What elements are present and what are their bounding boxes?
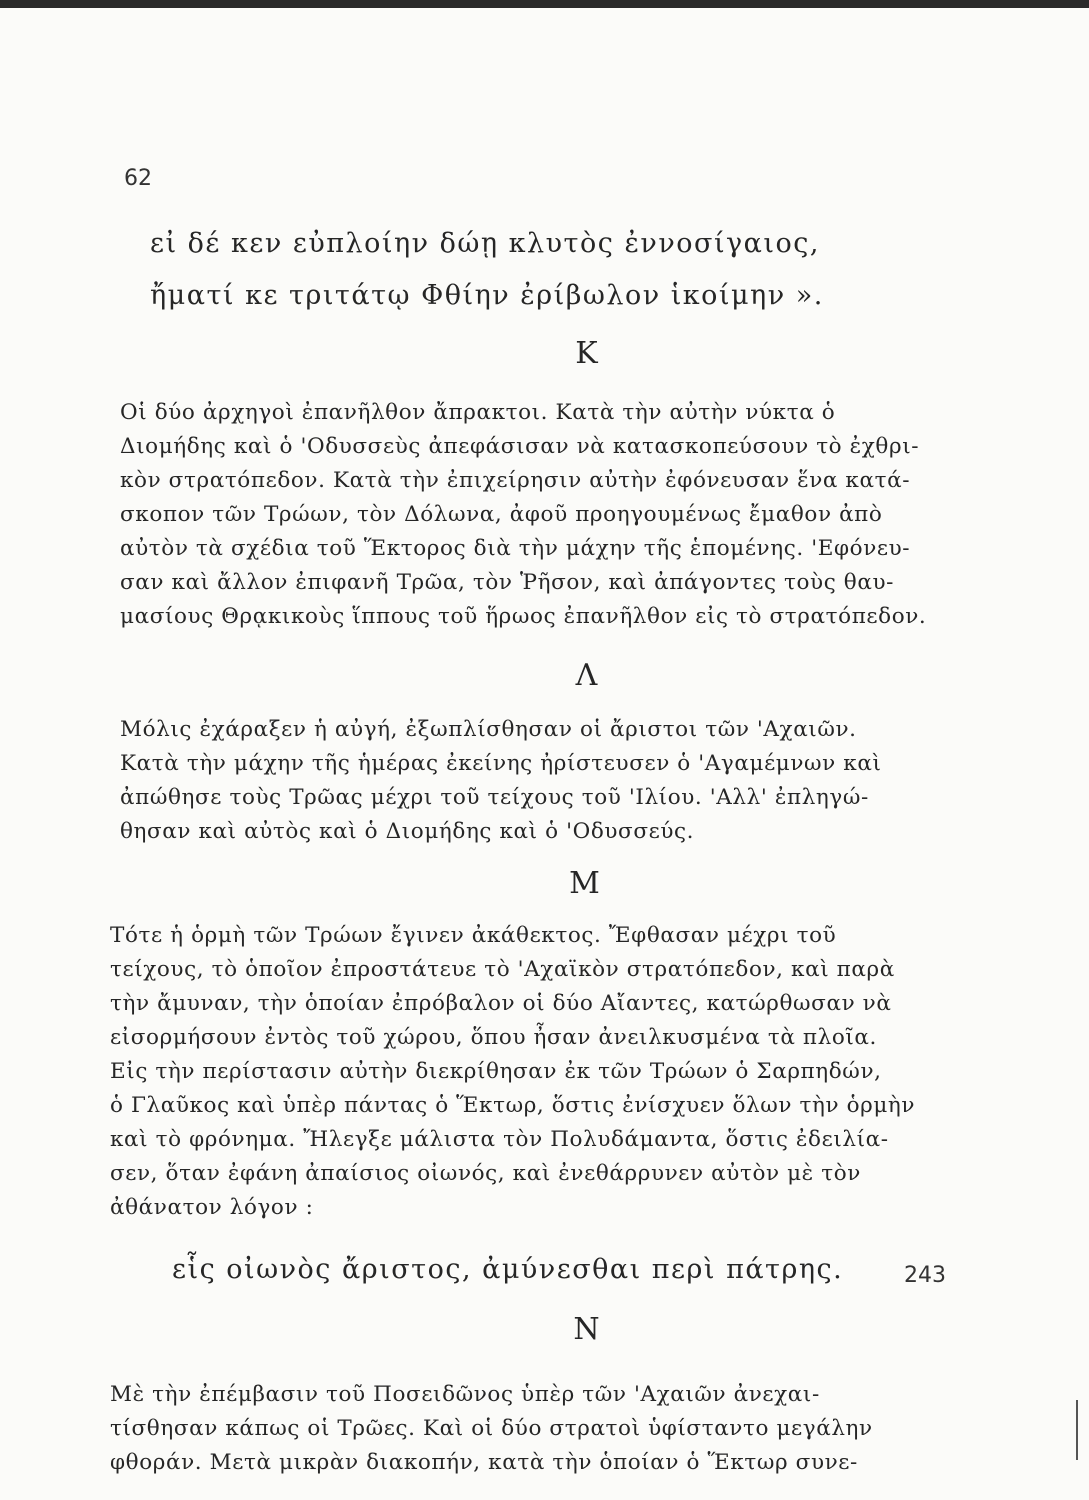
paragraph-nu: [110, 1378, 873, 1480]
text-line: Μὲ τὴν ἐπέμβασιν τοῦ Ποσειδῶνος ὑπὲρ τῶν 'Αχαιῶν ἀνεχαι-: [110, 1382, 820, 1407]
verse-line-2: ἤματί κε τριτάτῳ Φθίην ἐρίβωλον ἱκοίμην ».: [150, 280, 824, 311]
text-line: Εἰς τὴν περίστασιν αὐτὴν διεκρίθησαν ἐκ τῶν Τρώων ὁ Σαρπηδών,: [110, 1059, 882, 1084]
text-line: τίσθησαν κάπως οἱ Τρῶες. Καὶ οἱ δύο στρατοὶ ὑφίσταντο μεγάλην: [110, 1416, 873, 1441]
text-line: Τότε ἡ ὁρμὴ τῶν Τρώων ἔγινεν ἀκάθεκτος. Ἔφθασαν μέχρι τοῦ: [110, 923, 837, 948]
section-heading-nu: Ν: [573, 1312, 600, 1347]
verse-line-number: 243: [904, 1263, 946, 1288]
text-line: τὴν ἄμυναν, τὴν ὁποίαν ἐπρόβαλον οἱ δύο Αἴαντες, κατώρθωσαν νὰ: [110, 991, 892, 1016]
text-line: σαν καὶ ἄλλον ἐπιφανῆ Τρῶα, τὸν Ῥῆσον, καὶ ἀπάγοντες τοὺς θαυ-: [120, 570, 895, 595]
section-heading-mu: Μ: [569, 866, 600, 901]
text-line: κὸν στρατόπεδον. Κατὰ τὴν ἐπιχείρησιν αὐτὴν ἐφόνευσαν ἕνα κατά-: [120, 468, 911, 493]
text-line: ὁ Γλαῦκος καὶ ὑπὲρ πάντας ὁ Ἕκτωρ, ὅστις ἐνίσχυεν ὅλων τὴν ὁρμὴν: [110, 1093, 916, 1118]
text-line: καὶ τὸ φρόνημα. Ἤλεγξε μάλιστα τὸν Πολυδάμαντα, ὅστις ἐδειλία-: [110, 1127, 889, 1152]
text-line: σκοπον τῶν Τρώων, τὸν Δόλωνα, ἀφοῦ προηγουμένως ἔμαθον ἀπὸ: [120, 502, 883, 527]
text-line: τείχους, τὸ ὁποῖον ἐπροστάτευε τὸ 'Αχαϊκὸν στρατόπεδον, καὶ παρὰ: [110, 957, 895, 982]
page-top-edge: [0, 0, 1089, 8]
page-number: 62: [124, 166, 152, 191]
text-line: σεν, ὅταν ἐφάνη ἀπαίσιος οἰωνός, καὶ ἐνεθάρρυνεν αὐτὸν μὲ τὸν: [110, 1161, 861, 1186]
text-line: Διομήδης καὶ ὁ 'Οδυσσεὺς ἀπεφάσισαν νὰ κατασκοπεύσουν τὸ ἐχθρι-: [120, 434, 920, 459]
text-line: Μόλις ἐχάραξεν ἡ αὐγή, ἐξωπλίσθησαν οἱ ἄριστοι τῶν 'Αχαιῶν.: [120, 717, 857, 742]
text-line: εἰσορμήσουν ἐντὸς τοῦ χώρου, ὅπου ἦσαν ἀνειλκυσμένα τὰ πλοῖα.: [110, 1025, 877, 1050]
text-line: Κατὰ τὴν μάχην τῆς ἡμέρας ἐκείνης ἠρίστευσεν ὁ 'Αγαμέμνων καὶ: [120, 751, 882, 776]
text-line: Οἱ δύο ἀρχηγοὶ ἐπανῆλθον ἄπρακτοι. Κατὰ τὴν αὐτὴν νύκτα ὁ: [120, 400, 836, 425]
section-heading-lambda: Λ: [575, 658, 598, 693]
paragraph-mu: [110, 919, 915, 1225]
paragraph-kappa: [120, 396, 926, 634]
verse-quote: εἷς οἰωνὸς ἄριστος, ἀμύνεσθαι περὶ πάτρης.: [172, 1254, 844, 1285]
text-line: ἀπώθησε τοὺς Τρῶας μέχρι τοῦ τείχους τοῦ 'Ιλίου. 'Αλλ' ἐπληγώ-: [120, 785, 869, 810]
text-line: ἀθάνατον λόγον :: [110, 1195, 314, 1220]
text-line: φθοράν. Μετὰ μικρὰν διακοπήν, κατὰ τὴν ὁποίαν ὁ Ἕκτωρ συνε-: [110, 1450, 858, 1475]
page-edge-mark: [1076, 1400, 1078, 1460]
section-heading-kappa: Κ: [575, 336, 598, 371]
paragraph-lambda: [120, 713, 881, 849]
text-line: αὐτὸν τὰ σχέδια τοῦ Ἕκτορος διὰ τὴν μάχην τῆς ἑπομένης. 'Εφόνευ-: [120, 536, 911, 561]
text-line: θησαν καὶ αὐτὸς καὶ ὁ Διομήδης καὶ ὁ 'Οδυσσεύς.: [120, 819, 695, 844]
verse-line-1: εἰ δέ κεν εὐπλοίην δώῃ κλυτὸς ἐννοσίγαιος,: [150, 228, 820, 259]
text-line: μασίους Θρᾳκικοὺς ἵππους τοῦ ἥρωος ἐπανῆλθον εἰς τὸ στρατόπεδον.: [120, 604, 927, 629]
